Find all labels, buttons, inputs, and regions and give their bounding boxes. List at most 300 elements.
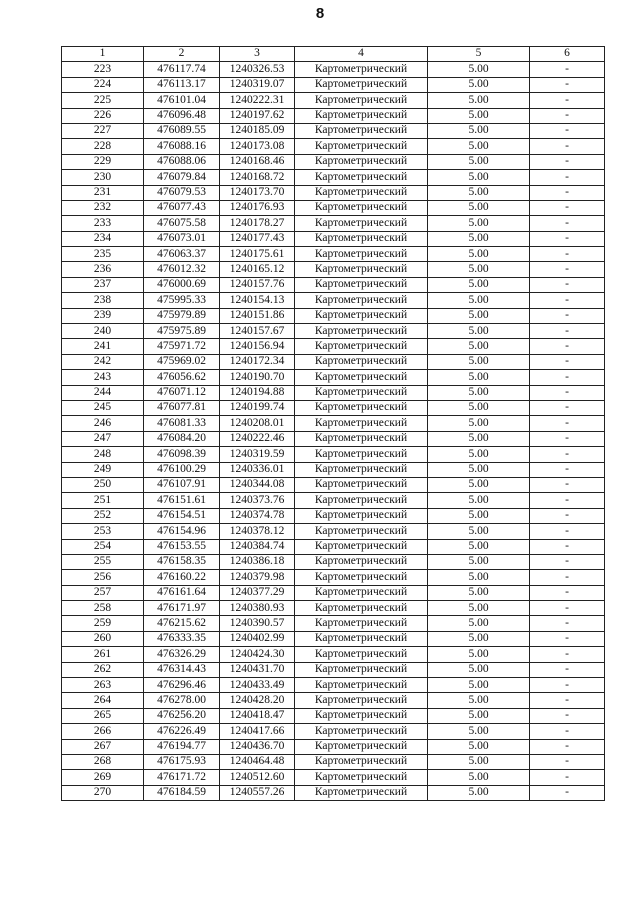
method-cell: Картометрический — [295, 508, 428, 523]
x-coordinate-cell: 476077.81 — [144, 400, 220, 415]
point-number-cell: 265 — [62, 708, 144, 723]
x-coordinate-cell: 476098.39 — [144, 447, 220, 462]
point-number-cell: 254 — [62, 539, 144, 554]
table-row — [62, 123, 605, 138]
description-cell: - — [530, 785, 605, 800]
accuracy-cell: 5.00 — [428, 447, 530, 462]
x-coordinate-cell: 476154.96 — [144, 524, 220, 539]
point-number-cell: 266 — [62, 724, 144, 739]
point-number-cell: 237 — [62, 277, 144, 292]
description-cell: - — [530, 585, 605, 600]
method-cell: Картометрический — [295, 77, 428, 92]
x-coordinate-cell: 476333.35 — [144, 631, 220, 646]
table-row — [62, 308, 605, 323]
x-coordinate-cell: 476101.04 — [144, 93, 220, 108]
table-row — [62, 678, 605, 693]
y-coordinate-cell: 1240464.48 — [220, 754, 295, 769]
description-cell: - — [530, 647, 605, 662]
point-number-cell: 230 — [62, 170, 144, 185]
x-coordinate-cell: 476154.51 — [144, 508, 220, 523]
y-coordinate-cell: 1240557.26 — [220, 785, 295, 800]
method-cell: Картометрический — [295, 293, 428, 308]
method-cell: Картометрический — [295, 770, 428, 785]
table-row — [62, 539, 605, 554]
description-cell: - — [530, 339, 605, 354]
accuracy-cell: 5.00 — [428, 493, 530, 508]
method-cell: Картометрический — [295, 447, 428, 462]
table-row — [62, 647, 605, 662]
method-cell: Картометрический — [295, 400, 428, 415]
accuracy-cell: 5.00 — [428, 647, 530, 662]
y-coordinate-cell: 1240173.08 — [220, 139, 295, 154]
description-cell: - — [530, 62, 605, 77]
description-cell: - — [530, 554, 605, 569]
y-coordinate-cell: 1240373.76 — [220, 493, 295, 508]
y-coordinate-cell: 1240197.62 — [220, 108, 295, 123]
accuracy-cell: 5.00 — [428, 324, 530, 339]
accuracy-cell: 5.00 — [428, 539, 530, 554]
y-coordinate-cell: 1240336.01 — [220, 462, 295, 477]
table-row — [62, 739, 605, 754]
y-coordinate-cell: 1240326.53 — [220, 62, 295, 77]
accuracy-cell: 5.00 — [428, 139, 530, 154]
description-cell: - — [530, 308, 605, 323]
table-row — [62, 770, 605, 785]
y-coordinate-cell: 1240377.29 — [220, 585, 295, 600]
y-coordinate-cell: 1240378.12 — [220, 524, 295, 539]
table-row — [62, 370, 605, 385]
description-cell: - — [530, 570, 605, 585]
coordinates-table — [61, 46, 605, 801]
table-row — [62, 724, 605, 739]
point-number-cell: 231 — [62, 185, 144, 200]
x-coordinate-cell: 476113.17 — [144, 77, 220, 92]
y-coordinate-cell: 1240319.07 — [220, 77, 295, 92]
x-coordinate-cell: 476175.93 — [144, 754, 220, 769]
description-cell: - — [530, 293, 605, 308]
description-cell: - — [530, 108, 605, 123]
accuracy-cell: 5.00 — [428, 354, 530, 369]
method-cell: Картометрический — [295, 570, 428, 585]
point-number-cell: 267 — [62, 739, 144, 754]
description-cell: - — [530, 93, 605, 108]
y-coordinate-cell: 1240208.01 — [220, 416, 295, 431]
y-coordinate-cell: 1240402.99 — [220, 631, 295, 646]
description-cell: - — [530, 493, 605, 508]
y-coordinate-cell: 1240190.70 — [220, 370, 295, 385]
point-number-cell: 257 — [62, 585, 144, 600]
point-number-cell: 223 — [62, 62, 144, 77]
method-cell: Картометрический — [295, 724, 428, 739]
y-coordinate-cell: 1240175.61 — [220, 247, 295, 262]
method-cell: Картометрический — [295, 262, 428, 277]
table-row — [62, 524, 605, 539]
x-coordinate-cell: 476073.01 — [144, 231, 220, 246]
description-cell: - — [530, 447, 605, 462]
description-cell: - — [530, 77, 605, 92]
method-cell: Картометрический — [295, 308, 428, 323]
point-number-cell: 263 — [62, 678, 144, 693]
table-row — [62, 508, 605, 523]
table-row — [62, 354, 605, 369]
x-coordinate-cell: 476089.55 — [144, 123, 220, 138]
point-number-cell: 225 — [62, 93, 144, 108]
y-coordinate-cell: 1240431.70 — [220, 662, 295, 677]
x-coordinate-cell: 476326.29 — [144, 647, 220, 662]
description-cell: - — [530, 216, 605, 231]
y-coordinate-cell: 1240185.09 — [220, 123, 295, 138]
y-coordinate-cell: 1240154.13 — [220, 293, 295, 308]
accuracy-cell: 5.00 — [428, 185, 530, 200]
accuracy-cell: 5.00 — [428, 570, 530, 585]
accuracy-cell: 5.00 — [428, 431, 530, 446]
x-coordinate-cell: 476088.06 — [144, 154, 220, 169]
y-coordinate-cell: 1240173.70 — [220, 185, 295, 200]
x-coordinate-cell: 476314.43 — [144, 662, 220, 677]
description-cell: - — [530, 462, 605, 477]
point-number-cell: 249 — [62, 462, 144, 477]
y-coordinate-cell: 1240156.94 — [220, 339, 295, 354]
table-row — [62, 416, 605, 431]
description-cell: - — [530, 616, 605, 631]
accuracy-cell: 5.00 — [428, 616, 530, 631]
accuracy-cell: 5.00 — [428, 123, 530, 138]
page-number: 8 — [315, 5, 325, 22]
point-number-cell: 233 — [62, 216, 144, 231]
accuracy-cell: 5.00 — [428, 662, 530, 677]
point-number-cell: 235 — [62, 247, 144, 262]
point-number-cell: 238 — [62, 293, 144, 308]
y-coordinate-cell: 1240222.31 — [220, 93, 295, 108]
method-cell: Картометрический — [295, 462, 428, 477]
accuracy-cell: 5.00 — [428, 708, 530, 723]
description-cell: - — [530, 601, 605, 616]
x-coordinate-cell: 476000.69 — [144, 277, 220, 292]
table-row — [62, 785, 605, 800]
y-coordinate-cell: 1240386.18 — [220, 554, 295, 569]
description-cell: - — [530, 247, 605, 262]
method-cell: Картометрический — [295, 324, 428, 339]
accuracy-cell: 5.00 — [428, 216, 530, 231]
table-row — [62, 247, 605, 262]
y-coordinate-cell: 1240512.60 — [220, 770, 295, 785]
method-cell: Картометрический — [295, 93, 428, 108]
accuracy-cell: 5.00 — [428, 739, 530, 754]
y-coordinate-cell: 1240390.57 — [220, 616, 295, 631]
accuracy-cell: 5.00 — [428, 77, 530, 92]
y-coordinate-cell: 1240199.74 — [220, 400, 295, 415]
method-cell: Картометрический — [295, 785, 428, 800]
table-row — [62, 170, 605, 185]
accuracy-cell: 5.00 — [428, 277, 530, 292]
description-cell: - — [530, 754, 605, 769]
point-number-cell: 234 — [62, 231, 144, 246]
x-coordinate-cell: 476226.49 — [144, 724, 220, 739]
x-coordinate-cell: 476160.22 — [144, 570, 220, 585]
table-row — [62, 693, 605, 708]
y-coordinate-cell: 1240319.59 — [220, 447, 295, 462]
x-coordinate-cell: 476063.37 — [144, 247, 220, 262]
method-cell: Картометрический — [295, 493, 428, 508]
y-coordinate-cell: 1240433.49 — [220, 678, 295, 693]
description-cell: - — [530, 431, 605, 446]
accuracy-cell: 5.00 — [428, 370, 530, 385]
y-coordinate-cell: 1240172.34 — [220, 354, 295, 369]
y-coordinate-cell: 1240176.93 — [220, 200, 295, 215]
method-cell: Картометрический — [295, 277, 428, 292]
y-coordinate-cell: 1240436.70 — [220, 739, 295, 754]
point-number-cell: 251 — [62, 493, 144, 508]
point-number-cell: 226 — [62, 108, 144, 123]
column-header: 5 — [428, 47, 530, 62]
x-coordinate-cell: 476296.46 — [144, 678, 220, 693]
method-cell: Картометрический — [295, 231, 428, 246]
method-cell: Картометрический — [295, 477, 428, 492]
x-coordinate-cell: 475975.89 — [144, 324, 220, 339]
accuracy-cell: 5.00 — [428, 754, 530, 769]
method-cell: Картометрический — [295, 739, 428, 754]
method-cell: Картометрический — [295, 678, 428, 693]
description-cell: - — [530, 185, 605, 200]
table-row — [62, 601, 605, 616]
x-coordinate-cell: 476158.35 — [144, 554, 220, 569]
table-row — [62, 754, 605, 769]
method-cell: Картометрический — [295, 123, 428, 138]
description-cell: - — [530, 724, 605, 739]
table-row — [62, 262, 605, 277]
point-number-cell: 247 — [62, 431, 144, 446]
accuracy-cell: 5.00 — [428, 524, 530, 539]
table-row — [62, 400, 605, 415]
table-body — [62, 62, 605, 801]
x-coordinate-cell: 475995.33 — [144, 293, 220, 308]
x-coordinate-cell: 475971.72 — [144, 339, 220, 354]
description-cell: - — [530, 631, 605, 646]
x-coordinate-cell: 476056.62 — [144, 370, 220, 385]
point-number-cell: 241 — [62, 339, 144, 354]
method-cell: Картометрический — [295, 354, 428, 369]
description-cell: - — [530, 400, 605, 415]
x-coordinate-cell: 476096.48 — [144, 108, 220, 123]
method-cell: Картометрический — [295, 616, 428, 631]
y-coordinate-cell: 1240424.30 — [220, 647, 295, 662]
method-cell: Картометрический — [295, 585, 428, 600]
accuracy-cell: 5.00 — [428, 231, 530, 246]
table-row — [62, 62, 605, 77]
y-coordinate-cell: 1240222.46 — [220, 431, 295, 446]
method-cell: Картометрический — [295, 370, 428, 385]
x-coordinate-cell: 476151.61 — [144, 493, 220, 508]
x-coordinate-cell: 476171.97 — [144, 601, 220, 616]
description-cell: - — [530, 693, 605, 708]
point-number-cell: 229 — [62, 154, 144, 169]
point-number-cell: 243 — [62, 370, 144, 385]
x-coordinate-cell: 476084.20 — [144, 431, 220, 446]
y-coordinate-cell: 1240178.27 — [220, 216, 295, 231]
table-row — [62, 339, 605, 354]
accuracy-cell: 5.00 — [428, 170, 530, 185]
description-cell: - — [530, 139, 605, 154]
method-cell: Картометрический — [295, 647, 428, 662]
accuracy-cell: 5.00 — [428, 262, 530, 277]
table-row — [62, 185, 605, 200]
point-number-cell: 228 — [62, 139, 144, 154]
description-cell: - — [530, 708, 605, 723]
point-number-cell: 259 — [62, 616, 144, 631]
table-row — [62, 324, 605, 339]
x-coordinate-cell: 476088.16 — [144, 139, 220, 154]
table-row — [62, 477, 605, 492]
table-row — [62, 616, 605, 631]
table-row — [62, 216, 605, 231]
table-row — [62, 77, 605, 92]
accuracy-cell: 5.00 — [428, 601, 530, 616]
point-number-cell: 224 — [62, 77, 144, 92]
y-coordinate-cell: 1240157.76 — [220, 277, 295, 292]
method-cell: Картометрический — [295, 416, 428, 431]
description-cell: - — [530, 154, 605, 169]
description-cell: - — [530, 539, 605, 554]
y-coordinate-cell: 1240418.47 — [220, 708, 295, 723]
description-cell: - — [530, 739, 605, 754]
accuracy-cell: 5.00 — [428, 554, 530, 569]
y-coordinate-cell: 1240168.46 — [220, 154, 295, 169]
description-cell: - — [530, 508, 605, 523]
table-row — [62, 447, 605, 462]
point-number-cell: 239 — [62, 308, 144, 323]
table-row — [62, 385, 605, 400]
method-cell: Картометрический — [295, 524, 428, 539]
column-header: 4 — [295, 47, 428, 62]
accuracy-cell: 5.00 — [428, 247, 530, 262]
x-coordinate-cell: 476153.55 — [144, 539, 220, 554]
point-number-cell: 255 — [62, 554, 144, 569]
table-row — [62, 631, 605, 646]
method-cell: Картометрический — [295, 154, 428, 169]
column-header: 3 — [220, 47, 295, 62]
description-cell: - — [530, 123, 605, 138]
x-coordinate-cell: 476278.00 — [144, 693, 220, 708]
method-cell: Картометрический — [295, 62, 428, 77]
description-cell: - — [530, 354, 605, 369]
x-coordinate-cell: 476079.53 — [144, 185, 220, 200]
y-coordinate-cell: 1240177.43 — [220, 231, 295, 246]
method-cell: Картометрический — [295, 200, 428, 215]
x-coordinate-cell: 475979.89 — [144, 308, 220, 323]
point-number-cell: 261 — [62, 647, 144, 662]
y-coordinate-cell: 1240374.78 — [220, 508, 295, 523]
accuracy-cell: 5.00 — [428, 477, 530, 492]
table-row — [62, 108, 605, 123]
x-coordinate-cell: 476161.64 — [144, 585, 220, 600]
method-cell: Картометрический — [295, 631, 428, 646]
point-number-cell: 253 — [62, 524, 144, 539]
point-number-cell: 227 — [62, 123, 144, 138]
method-cell: Картометрический — [295, 339, 428, 354]
y-coordinate-cell: 1240344.08 — [220, 477, 295, 492]
method-cell: Картометрический — [295, 662, 428, 677]
x-coordinate-cell: 476100.29 — [144, 462, 220, 477]
method-cell: Картометрический — [295, 539, 428, 554]
table-row — [62, 585, 605, 600]
point-number-cell: 250 — [62, 477, 144, 492]
accuracy-cell: 5.00 — [428, 785, 530, 800]
description-cell: - — [530, 200, 605, 215]
x-coordinate-cell: 476256.20 — [144, 708, 220, 723]
description-cell: - — [530, 477, 605, 492]
accuracy-cell: 5.00 — [428, 108, 530, 123]
description-cell: - — [530, 416, 605, 431]
point-number-cell: 244 — [62, 385, 144, 400]
x-coordinate-cell: 476194.77 — [144, 739, 220, 754]
accuracy-cell: 5.00 — [428, 385, 530, 400]
table-row — [62, 154, 605, 169]
point-number-cell: 258 — [62, 601, 144, 616]
point-number-cell: 236 — [62, 262, 144, 277]
description-cell: - — [530, 370, 605, 385]
x-coordinate-cell: 476079.84 — [144, 170, 220, 185]
table-row — [62, 662, 605, 677]
description-cell: - — [530, 678, 605, 693]
table-row — [62, 277, 605, 292]
point-number-cell: 269 — [62, 770, 144, 785]
method-cell: Картометрический — [295, 601, 428, 616]
method-cell: Картометрический — [295, 754, 428, 769]
accuracy-cell: 5.00 — [428, 462, 530, 477]
table-row — [62, 708, 605, 723]
point-number-cell: 270 — [62, 785, 144, 800]
x-coordinate-cell: 476171.72 — [144, 770, 220, 785]
accuracy-cell: 5.00 — [428, 416, 530, 431]
x-coordinate-cell: 476077.43 — [144, 200, 220, 215]
column-header: 2 — [144, 47, 220, 62]
description-cell: - — [530, 524, 605, 539]
table-row — [62, 139, 605, 154]
point-number-cell: 256 — [62, 570, 144, 585]
point-number-cell: 242 — [62, 354, 144, 369]
method-cell: Картометрический — [295, 108, 428, 123]
method-cell: Картометрический — [295, 431, 428, 446]
y-coordinate-cell: 1240157.67 — [220, 324, 295, 339]
accuracy-cell: 5.00 — [428, 308, 530, 323]
accuracy-cell: 5.00 — [428, 585, 530, 600]
point-number-cell: 252 — [62, 508, 144, 523]
column-header: 6 — [530, 47, 605, 62]
accuracy-cell: 5.00 — [428, 62, 530, 77]
x-coordinate-cell: 476075.58 — [144, 216, 220, 231]
point-number-cell: 264 — [62, 693, 144, 708]
point-number-cell: 245 — [62, 400, 144, 415]
accuracy-cell: 5.00 — [428, 693, 530, 708]
x-coordinate-cell: 476215.62 — [144, 616, 220, 631]
point-number-cell: 268 — [62, 754, 144, 769]
method-cell: Картометрический — [295, 170, 428, 185]
method-cell: Картометрический — [295, 693, 428, 708]
description-cell: - — [530, 662, 605, 677]
table-header-row — [62, 47, 605, 62]
description-cell: - — [530, 262, 605, 277]
accuracy-cell: 5.00 — [428, 154, 530, 169]
column-header: 1 — [62, 47, 144, 62]
y-coordinate-cell: 1240168.72 — [220, 170, 295, 185]
x-coordinate-cell: 476081.33 — [144, 416, 220, 431]
table-row — [62, 554, 605, 569]
point-number-cell: 232 — [62, 200, 144, 215]
method-cell: Картометрический — [295, 247, 428, 262]
x-coordinate-cell: 476184.59 — [144, 785, 220, 800]
accuracy-cell: 5.00 — [428, 508, 530, 523]
accuracy-cell: 5.00 — [428, 339, 530, 354]
